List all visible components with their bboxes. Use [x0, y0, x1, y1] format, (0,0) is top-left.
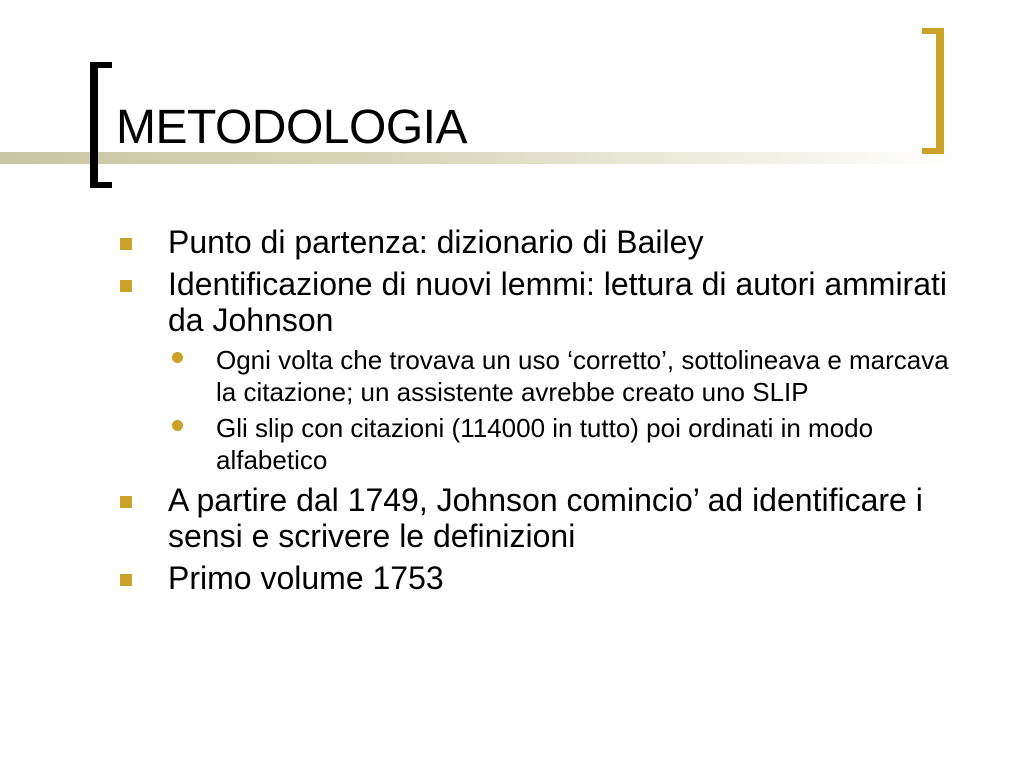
circle-bullet-icon	[172, 420, 183, 431]
sub-bullet-list	[168, 344, 956, 476]
sub-bullet-text: Gli slip con citazioni (114000 in tutto) poi ordinati in modo alfabetico	[216, 413, 874, 475]
bullet-text: Punto di partenza: dizionario di Bailey	[168, 224, 704, 260]
sub-bullet-item	[168, 344, 956, 408]
right-bracket-bottom-arm	[922, 148, 944, 154]
left-bracket-decoration	[90, 62, 98, 188]
bullet-item	[116, 560, 956, 596]
bullet-text: A partire dal 1749, Johnson comincio’ ad identificare i sensi e scrivere le definizioni	[168, 482, 923, 554]
square-bullet-icon	[120, 280, 132, 292]
sub-bullet-item	[168, 412, 956, 476]
right-bracket-top-arm	[922, 28, 944, 34]
bullet-item	[116, 266, 956, 476]
sub-bullet-text: Ogni volta che trovava un uso ‘corretto’, sottolineava e marcava la citazione; un assistente avrebbe creato uno SLIP	[216, 345, 949, 407]
left-bracket-top-arm	[90, 62, 112, 68]
left-bracket-bottom-arm	[90, 182, 112, 188]
slide-title: METODOLOGIA	[116, 101, 468, 154]
right-bracket-decoration	[936, 28, 944, 154]
bullet-text: Identificazione di nuovi lemmi: lettura di autori ammirati da Johnson	[168, 266, 947, 338]
square-bullet-icon	[120, 574, 132, 586]
bullet-text: Primo volume 1753	[168, 560, 444, 596]
square-bullet-icon	[120, 238, 132, 250]
square-bullet-icon	[120, 496, 132, 508]
bullet-item	[116, 224, 956, 260]
bullet-item	[116, 482, 956, 554]
circle-bullet-icon	[172, 352, 183, 363]
bullet-list	[116, 224, 956, 602]
